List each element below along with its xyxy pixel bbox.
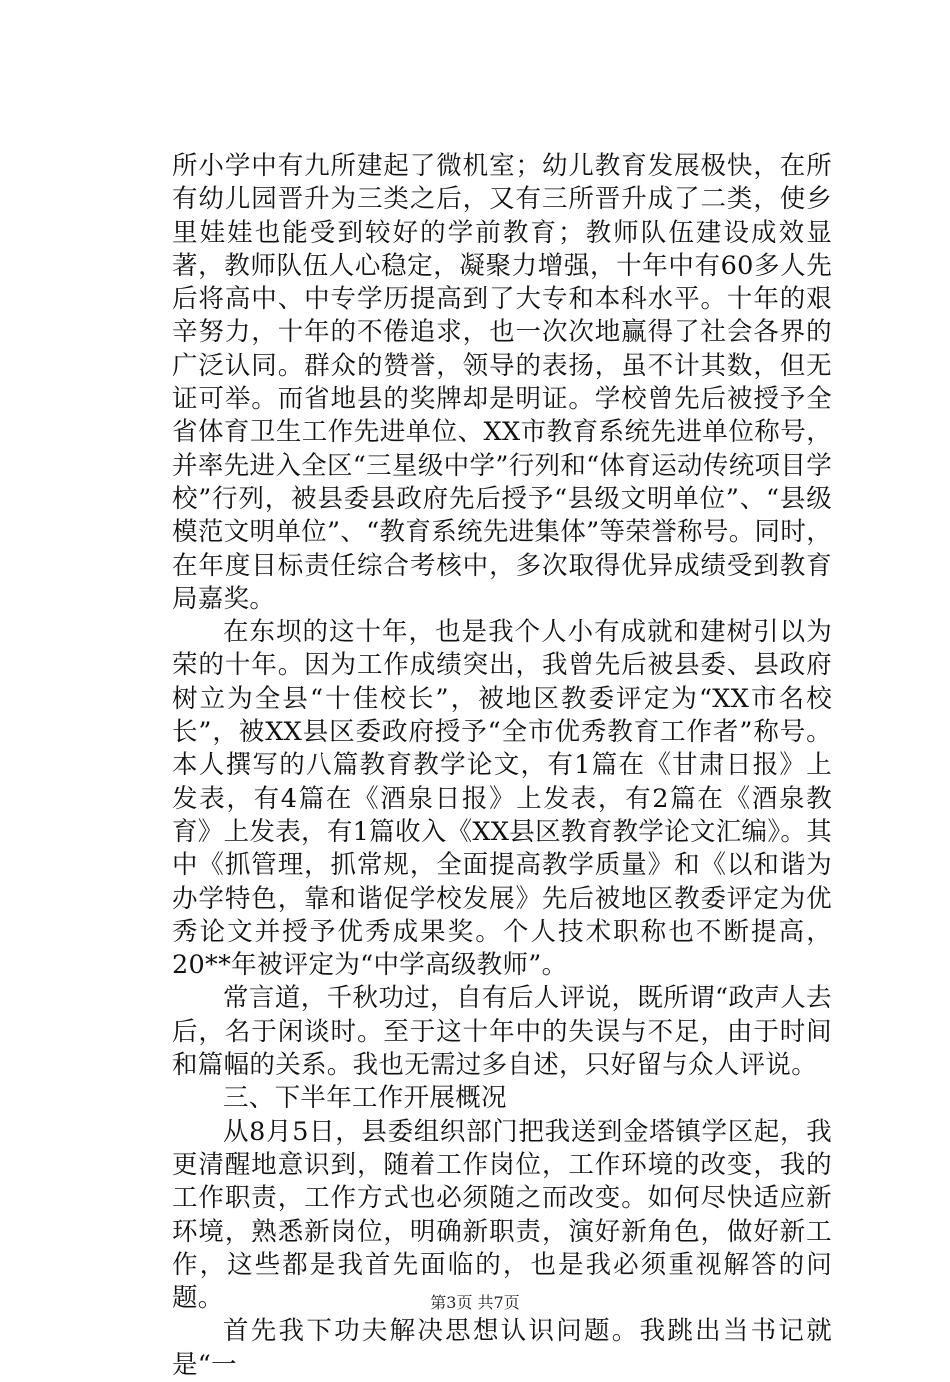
paragraph-new-post: 从8月5日，县委组织部门把我送到金塔镇学区起，我更清醒地意识到，随着工作岗位，工作环境的改变，我的工作职责，工作方式也必须随之而改变。如何尽快适应新环境，熟悉新岗位，明确新职责，演好新角色，做好新工作，这些都是我首先面临的，也是我必须重视解答的问题。	[172, 1116, 832, 1314]
document-body	[172, 150, 832, 1382]
section-heading: 三、下半年工作开展概况	[223, 1083, 507, 1114]
page-number-footer: 第3页 共7页	[430, 1293, 520, 1312]
paragraph-reflection: 常言道，千秋功过，自有后人评说，既所谓“政声人去后，名于闲谈时。至于这十年中的失误与不足，由于时间和篇幅的关系。我也无需过多自述，只好留与众人评说。	[172, 983, 832, 1081]
paragraph-continuation: 所小学中有九所建起了微机室；幼儿教育发展极快，在所有幼儿园晋升为三类之后，又有三所晋升成了二类，使乡里娃娃也能受到较好的学前教育；教师队伍建设成效显著，教师队伍人心稳定，凝聚力增强，十年中有60多人先后将高中、中专学历提高到了大专和本科水平。十年的艰辛努力，十年的不倦追求，也一次次地赢得了社会各界的广泛认同。群众的赞誉，领导的表扬，虽不计其数，但无证可举。而省地县的奖牌却是明证。学校曾先后被授予全省体育卫生工作先进单位、XX市教育系统先进单位称号，并率先进入全区“三星级中学”行列和“体育运动传统项目学校”行列，被县委县政府先后授予“县级文明单位”、“县级模范文明单位”、“教育系统先进集体”等荣誉称号。同时，在年度目标责任综合考核中，多次取得优异成绩受到教育局嘉奖。	[172, 151, 832, 614]
paragraph-thinking: 首先我下功夫解决思想认识问题。我跳出当书记就是“一	[172, 1316, 832, 1380]
paragraph-personal-achievements: 在东坝的这十年，也是我个人小有成就和建树引以为荣的十年。因为工作成绩突出，我曾先后被县委、县政府树立为全县“十佳校长”，被地区教委评定为“XX市名校长”，被XX县区委政府授予“全市优秀教育工作者”称号。本人撰写的八篇教育教学论文，有1篇在《甘肃日报》上发表，有4篇在《酒泉日报》上发表，有2篇在《酒泉教育》上发表，有1篇收入《XX县区教育教学论文汇编》。其中《抓管理，抓常规，全面提高教学质量》和《以和谐为办学特色，靠和谐促学校发展》先后被地区教委评定为优秀论文并授予优秀成果奖。个人技术职称也不断提高，20**年被评定为“中学高级教师”。	[172, 617, 832, 981]
